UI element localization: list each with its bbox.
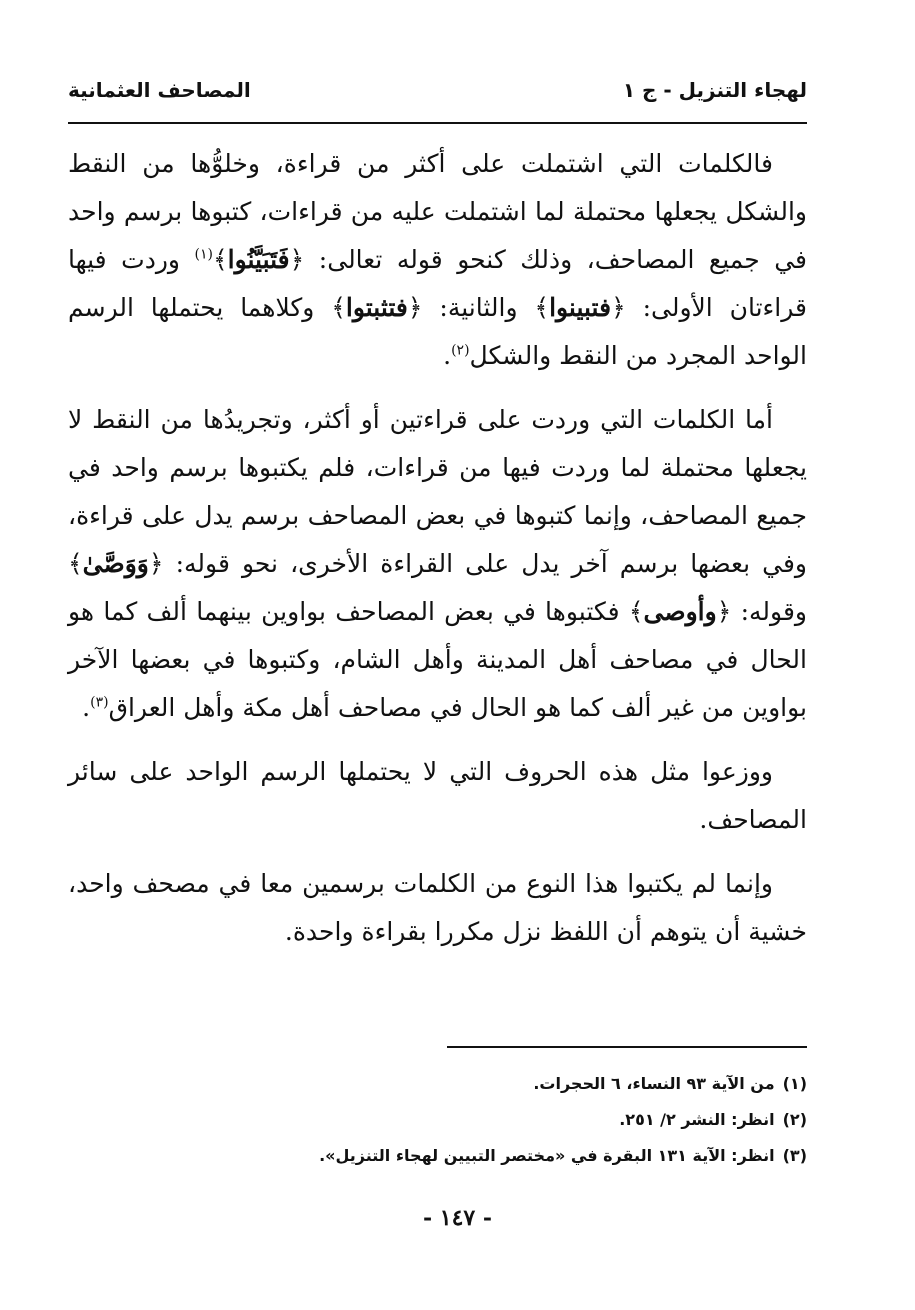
footnote-ref-1: (١)	[194, 246, 213, 263]
paragraph-1-text-d: وكلاهما يحتملها الرسم الواحد المجرد من النقط والشكل	[68, 293, 807, 370]
page-number: - ١٤٧ -	[422, 1205, 493, 1231]
paragraph-1	[68, 140, 807, 380]
running-header	[68, 70, 807, 110]
quran-quote-2	[534, 293, 625, 322]
quote-text: فتثبتوا	[345, 293, 408, 322]
ornate-bracket-close: ﴾	[212, 245, 228, 274]
paragraph-2-text-b: وقوله:	[731, 597, 807, 626]
header-divider	[68, 122, 807, 124]
quote-text: فتبينوا	[549, 293, 612, 322]
ornate-bracket-open: ﴿	[148, 549, 164, 578]
footnote-2	[68, 1102, 807, 1138]
footnote-number: (١)	[782, 1074, 807, 1093]
ornate-bracket-open: ﴿	[289, 245, 305, 274]
footnote-text: من الآية ٩٣ النساء، ٦ الحجرات.	[533, 1074, 775, 1093]
quote-text: وَوَصَّىٰ	[82, 549, 149, 578]
paragraph-1-end: .	[443, 341, 452, 370]
quran-quote-4	[68, 549, 164, 578]
paragraph-3: ووزعوا مثل هذه الحروف التي لا يحتملها الرسم الواحد على سائر المصاحف.	[68, 757, 807, 834]
quote-text: فَتَبَيَّنُوا	[227, 245, 290, 274]
footnote-1	[68, 1066, 807, 1102]
footnote-divider	[447, 1046, 807, 1048]
footnote-ref-3: (٣)	[90, 694, 109, 711]
quote-text: وأوصى	[643, 597, 717, 626]
ornate-bracket-open: ﴿	[716, 597, 732, 626]
quran-quote-3	[331, 293, 422, 322]
paragraph-2-end: .	[82, 693, 91, 722]
footnotes	[68, 1066, 807, 1174]
footnote-text: انظر: الآية ١٣١ البقرة في «مختصر التبيين لهجاء التنزيل».	[319, 1146, 775, 1165]
footnote-3	[68, 1138, 807, 1174]
ornate-bracket-close: ﴾	[628, 597, 644, 626]
header-section-title: المصاحف العثمانية	[68, 78, 251, 102]
paragraph-2	[68, 396, 807, 732]
header-book-title: لهجاء التنزيل - ج ١	[622, 78, 807, 102]
ornate-bracket-close: ﴾	[331, 293, 346, 322]
ornate-bracket-open: ﴿	[407, 293, 423, 322]
footnote-ref-2: (٢)	[451, 342, 470, 359]
ornate-bracket-open: ﴿	[611, 293, 626, 322]
paragraph-2-text-c: فكتبوها في بعض المصاحف بواوين بينهما ألف كما هو الحال في مصاحف أهل المدينة وأهل الشام، وكتبوها في بعضها الآخر بواوين من غير ألف كما هو الحال في مصاحف أهل مكة وأهل العراق	[68, 597, 807, 722]
paragraph-4: وإنما لم يكتبوا هذا النوع من الكلمات برسمين معا في مصحف واحد، خشية أن يتوهم أن اللفظ نزل مكررا بقراءة واحدة.	[68, 869, 807, 946]
paragraph-2-text-a: أما الكلمات التي وردت على قراءتين أو أكثر، وتجريدُها من النقط لا يجعلها محتملة لما وردت فيها من قراءات، فلم يكتبوها برسم واحد في جميع المصاحف، وإنما كتبوها في بعض المصاحف برسم يدل على قراءة، وفي بعضها برسم آخر يدل على القراءة الأخرى، نحو قوله:	[68, 405, 807, 578]
quran-quote-1	[213, 245, 304, 274]
paragraph-1-text-a: فالكلمات التي اشتملت على أكثر من قراءة، وخلوُّها من النقط والشكل يجعلها محتملة لما اشتملت عليه من قراءات، كتبوها برسم واحد في جميع المصاحف، وذلك كنحو قوله تعالى:	[68, 149, 807, 274]
ornate-bracket-close: ﴾	[534, 293, 550, 322]
quran-quote-5	[629, 597, 731, 626]
footnote-text: انظر: النشر ٢/ ٢٥١.	[619, 1110, 775, 1129]
footnote-number: (٣)	[782, 1146, 807, 1165]
paragraph-1-text-b: وردت فيها قراءتان الأولى:	[68, 245, 807, 322]
ornate-bracket-close: ﴾	[68, 549, 83, 578]
paragraph-1-text-c: والثانية:	[422, 293, 535, 322]
main-text	[68, 140, 807, 972]
footnote-number: (٢)	[782, 1110, 807, 1129]
